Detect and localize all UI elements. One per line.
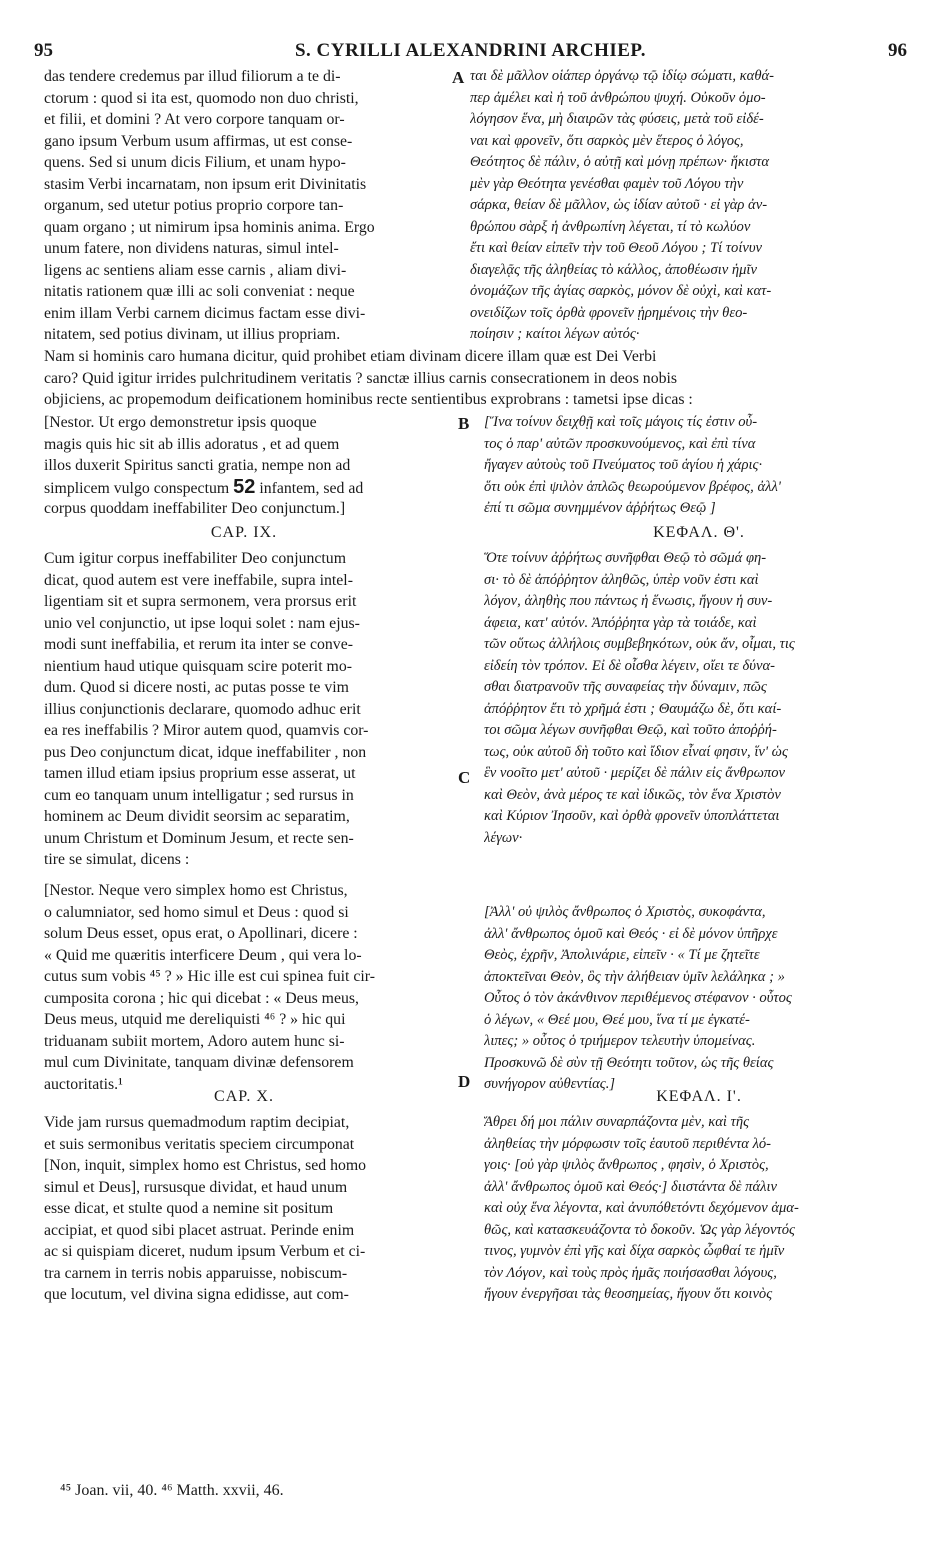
- text-line: ἓν νοοῖτο μετ' αὐτοῦ · μερίζει δὲ πάλιν εἰς ἄνθρωπον: [484, 765, 785, 781]
- margin-mark-b: B: [458, 414, 470, 433]
- text-line: tra carnem in terris nobis apparuisse, nobiscum-: [44, 1264, 348, 1282]
- text-line: que locutum, vel divina signa edidisse, aut com-: [44, 1286, 349, 1303]
- text-line: Ἄθρει δή μοι πάλιν συναρπάζοντα μὲν, καὶ τῆς: [484, 1114, 750, 1130]
- text-line: ἔτι καὶ θείαν εἰπεῖν τὴν τοῦ Θεοῦ Λόγου ; Τί τοίνυν: [470, 240, 763, 256]
- text-line: hominem ac Deum dividit seorsim ac separatim,: [44, 808, 350, 825]
- text-line: « Quid me quæritis interficere Deum , qui vera lo-: [44, 946, 362, 964]
- text-line: caro? Quid igitur irrides pulchritudinem veritatis ? sanctæ illius carnis consecrationem in deos nobis: [44, 369, 678, 387]
- chapter-heading-10-greek: ΚΕΦΑΛ. Ι'.: [656, 1088, 742, 1105]
- text-line: tamen illud etiam ipsius proprium esse asserat, ut: [44, 765, 356, 782]
- text-line: nitatis rationem quæ illi ac soli conveniat : neque: [44, 283, 355, 300]
- nestor-quote-latin-end: [44, 498, 464, 520]
- margin-mark-d: D: [458, 1072, 471, 1091]
- text-line: Deus meus, utquid me dereliquisti ⁴⁶ ? » hic qui: [44, 1011, 346, 1028]
- text-line: nitatem, sed potius divinam, ut illius propriam.: [44, 326, 341, 343]
- text-line: ἀπόῤῥητον ἔτι τὸ χρῆμά ἐστι ; Θαυμάζω δὲ, ὅτι καί-: [484, 700, 782, 717]
- text-line: mul cum Divinitate, tanquam divinæ defensorem: [44, 1054, 354, 1071]
- text-line: θῶς, καὶ κατασκευάζοντα τὸ δοκοῦν. Ὡς γὰρ λέγοντός: [484, 1221, 795, 1238]
- text-line: unio vel conjunctio, ut ipse loqui solet : nam ejus-: [44, 614, 360, 632]
- text-line: καὶ οὐχ ἕνα λέγοντα, καὶ ἀνυπόθετόντι δεχόμενον ἀμα-: [484, 1200, 799, 1216]
- text-line: [Ἀλλ' οὐ ψιλὸς ἄνθρωπος ὁ Χριστὸς, συκοφάντα,: [484, 904, 766, 920]
- text-line: auctoritatis.¹: [44, 1075, 123, 1093]
- text-line: ὀνομάζων τῆς ἁγίας σαρκὸς, μόνον δὲ οὐχὶ, καὶ κατ-: [470, 283, 772, 299]
- text-line: magis quis hic sit ab illis adoratus , et ad quem: [44, 435, 340, 453]
- margin-mark-a: A: [452, 68, 465, 87]
- text-line: unum fatere, non dividens naturas, simul intel-: [44, 240, 339, 257]
- text-line: γοις· [οὐ γὰρ ψιλὸς ἄνθρωπος , φησὶν, ὁ Χριστὸς,: [484, 1157, 769, 1173]
- text-line: Ὅτε τοίνυν ἀῤῥήτως συνῆφθαι Θεῷ τὸ σῶμά φη-: [484, 550, 767, 566]
- text-line: τοι σῶμα λέγων συνῆφθαι Θεῷ, καὶ τοῦτο ἀποῤῥή-: [484, 722, 777, 738]
- text-line: καὶ Κύριον Ἰησοῦν, καὶ ὀρθὰ φρονεῖν ὑποπλάττεται: [484, 808, 780, 824]
- chapter-heading-9-latin: CAP. IX.: [210, 524, 278, 541]
- text-line: εἰδείη τὸν τρόπον. Εἰ δὲ οἶσθα λέγειν, οἴει τε δύνα-: [484, 657, 775, 674]
- text-line: ἤγαγεν αὐτοὺς τοῦ Πνεύματος τοῦ ἁγίου ἡ χάρις·: [484, 457, 763, 473]
- text-line: περ ἀμέλει καὶ ἡ τοῦ ἀνθρώπου ψυχή. Οὐκοῦν ὁμο-: [470, 89, 766, 106]
- text-line: [Non, inquit, simplex homo est Christus, sed homo: [44, 1157, 367, 1174]
- latin-column-section-3: [44, 548, 456, 871]
- text-line: triduanam subiit mortem, Adoro autem hunc si-: [44, 1032, 345, 1050]
- text-line: ligentiam sit et supra sermonem, vera prorsus erit: [44, 593, 357, 610]
- text-line: ὁ λέγων, « Θεέ μου, Θεέ μου, ἵνα τί με ἐγκατέ-: [484, 1011, 750, 1028]
- text-line: λιπες; » οὗτος ὁ τριήμερον τελευτὴν ὑπομείνας.: [484, 1033, 756, 1049]
- text-line: modi sunt ineffabilia, et rerum ita inter se conve-: [44, 636, 353, 653]
- text-line: ligens ac sentiens aliam esse carnis , aliam divi-: [44, 261, 347, 279]
- text-line: dum. Quod si dicere nosti, ac putas posse te vim: [44, 679, 349, 696]
- text-line: λόγησον ἕνα, μὴ διαιρῶν τὰς φύσεις, μετὰ τοῦ εἰδέ-: [470, 111, 764, 127]
- text-line: pus Deo conjunctum dicat, idque ineffabiliter , non: [44, 743, 367, 761]
- running-title: S. CYRILLI ALEXANDRINI ARCHIEP.: [294, 40, 647, 61]
- latin-column-section-4: [44, 880, 456, 1095]
- column-number-52: 52: [233, 476, 256, 498]
- text-line: άφεια, κατ' αὐτόν. Ἀπόῤῥητα γὰρ τὰ τοιάδε, καὶ: [484, 614, 757, 631]
- text-line: [Ἵνα τοίνυν δειχθῇ καὶ τοῖς μάγοις τίς ἐστιν οὗ-: [484, 414, 758, 430]
- text-line: objiciens, ac propemodum deificationem hominibus recte sentientibus exprobrans : tametsi ipse dicas :: [44, 391, 693, 408]
- text-line: tire se simulat, dicens :: [44, 851, 190, 868]
- text-line: ἀλλ' ἄνθρωπος ὁμοῦ καὶ Θεός · εἰ δὲ μόνον ὑπῆρχε: [484, 925, 778, 942]
- text-line: ὅτι οὐκ ἐπὶ ψιλὸν ἁπλῶς θεωρούμενον βρέφος, ἀλλ': [484, 478, 781, 495]
- text-line: dicat, quod autem est vere ineffabile, supra intel-: [44, 571, 353, 589]
- text-line: σάρκα, θείαν δὲ μᾶλλον, ὡς ἰδίαν αὐτοῦ · εἰ γὰρ ἀν-: [470, 197, 768, 213]
- text-line: corpus quoddam ineffabiliter Deo conjunctum.]: [44, 500, 346, 517]
- text-line: ea res ineffabilis ? Miror autem quod, quamvis cor-: [44, 722, 369, 739]
- text-line: esse dicat, et stulte quod a nemine sit positum: [44, 1200, 334, 1217]
- text-line: Προσκυνῶ δὲ σὺν τῇ Θεότητι τοῦτον, ὡς τῆς θείας: [484, 1054, 774, 1071]
- text-line: τως, οὐκ αὐτοῦ δὴ τοῦτο καὶ ἴδιον εἶναί φησιν, ἵν' ὡς: [484, 743, 788, 760]
- text-line: accipiat, et quod sibi placet astruat. Perinde enim: [44, 1221, 355, 1239]
- text-line: enim illam Verbi carnem dicimus factam esse divi-: [44, 304, 366, 322]
- text-line: Θεὸς, ἐχρῆν, Ἀπολινάριε, εἰπεῖν · « Τί με ζητεῖτε: [484, 947, 760, 963]
- text-line: διαγελᾷς τῆς ἀληθείας τὸ κάλλος, ἀποθέωσιν ἡμῖν: [470, 261, 757, 278]
- text-line: συνήγορον αὐθεντίας.]: [484, 1076, 616, 1092]
- text-line: Cum igitur corpus ineffabiliter Deo conjunctum: [44, 550, 346, 567]
- text-line: ἤγουν ἐνεργῆσαι τὰς θεοσημείας, ἤγουν ὅτι κοινὸς: [484, 1286, 773, 1302]
- text-line: Θεότητος δὲ πάλιν, ὁ αὐτῇ καὶ μόνῃ πρέπων· ἥκιστα: [470, 154, 770, 170]
- greek-column-section-5: [484, 1112, 914, 1306]
- text-line: λόγον, ἀληθὴς που πάντως ἡ ἕνωσις, ἤγουν ἡ συν-: [484, 593, 773, 609]
- latin-column-section-1: [44, 66, 452, 346]
- greek-column-section-1: [470, 66, 910, 346]
- text-line: illos duxerit Spiritus sancti gratia, nempe non ad: [44, 457, 351, 474]
- latin-column-section-2: [44, 412, 464, 520]
- text-line: [Nestor. Neque vero simplex homo est Christus,: [44, 882, 348, 899]
- text-line: solum Deus esset, opus erat, o Apollinari, dicere :: [44, 925, 358, 942]
- page-header: [34, 40, 907, 66]
- nestor-quote-latin: [44, 412, 464, 477]
- text-line: ονειδίζων τοῖς ὀρθὰ φρονεῖν ᾑρημένοις τὴν θεο-: [470, 304, 748, 321]
- text-line: [Nestor. Ut ergo demonstretur ipsis quoque: [44, 414, 317, 431]
- nestor-quote-latin-line: simplicem vulgo conspectum 52 infantem, sed ad: [44, 476, 364, 498]
- text-line: cum eo tanquam unum intelligatur ; sed rursus in: [44, 786, 354, 804]
- text-line: gano ipsum Verbum usum affirmas, ut est conse-: [44, 132, 353, 150]
- text-line: μὲν γὰρ Θεότητα γενέσθαι φαμὲν τοῦ Λόγου τὴν: [470, 175, 744, 192]
- text-line: καὶ Θεὸν, ἀνὰ μέρος τε καὶ ἰδικῶς, τὸν ἕνα Χριστὸν: [484, 786, 781, 803]
- text-line: ἀλλ' ἄνθρωπος ὁμοῦ καὶ Θεός·] διιστάντα δὲ πάλιν: [484, 1178, 777, 1195]
- text-line: Οὗτος ὁ τὸν ἀκάνθινον περιθέμενος στέφανον · οὗτος: [484, 990, 792, 1006]
- page-number-right: 96: [888, 40, 907, 61]
- text-line: quens. Sed si unum dicis Filium, et unam hypo-: [44, 154, 346, 171]
- margin-mark-c: C: [458, 768, 471, 787]
- text-line: τος ὁ παρ' αὐτῶν προσκυνούμενος, καὶ ἐπὶ τίνα: [484, 435, 756, 452]
- greek-column-section-3: [484, 548, 914, 849]
- text-line: nientium haud utique quisquam scire poterit mo-: [44, 657, 352, 675]
- page-number-left: 95: [34, 40, 53, 61]
- text-line: σι· τὸ δὲ ἀπόῤῥητον ἀληθῶς, ὑπὲρ νοῦν ἐστι καὶ: [484, 571, 759, 588]
- text-line: ποίησιν ; καίτοι λέγων αὐτός·: [470, 326, 640, 342]
- latin-column-section-5: [44, 1112, 456, 1306]
- chapter-heading-9-greek: ΚΕΦΑΛ. Θ'.: [653, 524, 745, 541]
- text-line: θρώπου σὰρξ ἡ ἀνθρωπίνη λέγεται, τί τὸ κωλύον: [470, 218, 751, 235]
- text-line: o calumniator, sed homo simul et Deus : quod si: [44, 903, 349, 921]
- footnotes: ⁴⁵ Joan. vii, 40. ⁴⁶ Matth. xxvii, 46.: [60, 1482, 284, 1499]
- text-line: quam organo ; ut nimirum ipsa hominis anima. Ergo: [44, 218, 375, 236]
- text-line: ται δὲ μᾶλλον οἱάπερ ὀργάνῳ τῷ ἰδίῳ σώματι, καθά-: [470, 68, 775, 84]
- text-line: et suis sermonibus veritatis speciem circumponat: [44, 1135, 355, 1153]
- text-line: σθαι διατρανοῦν τῆς συναφείας τὴν δύναμιν, πῶς: [484, 679, 767, 695]
- text-line: simul et Deus], rursusque dividat, et haud unum: [44, 1178, 348, 1196]
- chapter-heading-10-latin: CAP. X.: [214, 1088, 274, 1105]
- text-line: cutus sum vobis ⁴⁵ ? » Hic ille est cui spinea fuit cir-: [44, 968, 375, 985]
- text-line: τῶν οὕτως ἀλλήλοις συμβεβηκότων, οὐκ ἄν, οἶμαι, τις: [484, 636, 795, 652]
- text-line: ἀποκτεῖναι Θεὸν, ὃς τὴν ἀλήθειαν ὑμῖν λελάληκα ; »: [484, 968, 785, 985]
- greek-column-section-4: [484, 902, 914, 1096]
- text-line: λέγων·: [484, 829, 523, 846]
- greek-column-section-2: [484, 412, 914, 520]
- text-line: illius conjunctionis declarare, quomodo adhuc erit: [44, 700, 361, 718]
- text-line: ἀληθείας τὴν μόρφωσιν τοῖς ἑαυτοῦ περιθέντα λό-: [484, 1135, 772, 1152]
- text-line: organum, sed utetur potius proprio corpore tan-: [44, 197, 344, 214]
- text-line: τὸν Λόγον, καὶ τοὺς πρὸς ἡμᾶς ποιήσασθαι λόγους,: [484, 1264, 777, 1281]
- text-line: et filii, et domini ? At vero corpore tanquam or-: [44, 111, 345, 128]
- text-line: stasim Verbi incarnatam, non ipsum erit Divinitatis: [44, 175, 367, 193]
- text-line: Vide jam rursus quemadmodum raptim decipiat,: [44, 1114, 350, 1131]
- text-line: ἐπί τι σῶμα συνημμένον ἀῤῥήτως Θεῷ ]: [484, 500, 716, 516]
- text-line: das tendere credemus par illud filiorum a te di-: [44, 68, 341, 85]
- text-line: ctorum : quod si ita est, quomodo non duo christi,: [44, 89, 359, 107]
- text-line: ac si quispiam diceret, nudum ipsum Verbum et ci-: [44, 1243, 366, 1260]
- full-width-text: [44, 346, 914, 411]
- text-line: τινος, γυμνὸν ἐπὶ γῆς καὶ δίχα σαρκὸς ὦφθαί τε ἡμῖν: [484, 1243, 785, 1259]
- text-line: Nam si hominis caro humana dicitur, quid prohibet etiam divinam dicere illam quæ est Dei Verbi: [44, 348, 657, 365]
- text-line: ναι καὶ φρονεῖν, ὅτι σαρκὸς μὲν ἕτερος ὁ λόγος,: [470, 132, 744, 149]
- text-line: cumposita corona ; hic qui dicebat : « Deus meus,: [44, 989, 359, 1007]
- text-line: unum Christum et Dominum Jesum, et recte sen-: [44, 829, 354, 847]
